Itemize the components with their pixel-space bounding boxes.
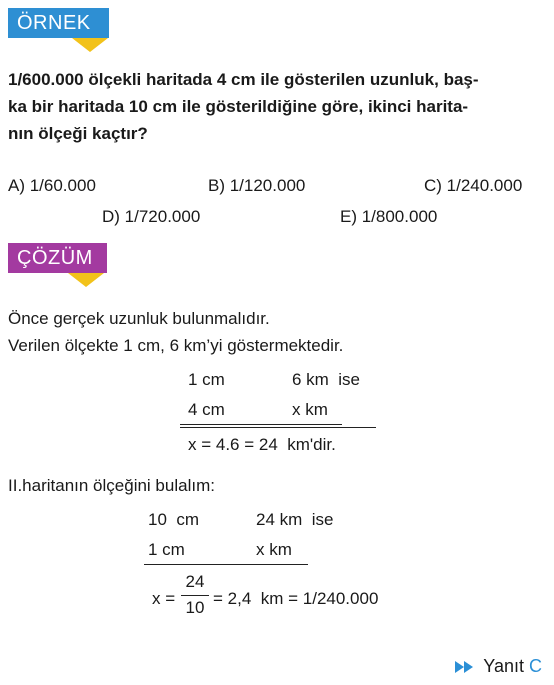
question-line-1: 1/600.000 ölçekli haritada 4 cm ile gösterilen uzunluk, baş- <box>8 70 479 89</box>
example-badge-accent <box>72 38 108 52</box>
t1-result: x = 4.6 = 24 km'dir. <box>188 435 336 454</box>
t1-row2-right: x km <box>292 400 328 419</box>
t1-row1-left: 1 cm <box>188 370 225 389</box>
option-b: B) 1/120.000 <box>208 176 306 195</box>
t2-fraction-numerator: 24 <box>185 572 205 591</box>
solution-intro-1: Önce gerçek uzunluk bulunmalıdır. <box>8 309 270 328</box>
t2-fraction <box>181 572 209 618</box>
t2-row2-right: x km <box>256 540 292 559</box>
example-badge-label: ÖRNEK <box>8 8 109 38</box>
t2-divider <box>144 564 308 565</box>
t2-fraction-bar <box>181 595 209 596</box>
answer-label: Yanıt <box>483 656 524 676</box>
t1-row2-left: 4 cm <box>188 400 225 419</box>
t1-row1-right: 6 km ise <box>292 370 361 389</box>
play-arrow-icon <box>455 661 464 673</box>
t1-divider-short <box>180 424 342 425</box>
option-a: A) 1/60.000 <box>8 176 96 195</box>
answer-line <box>455 656 542 677</box>
t2-fraction-denominator: 10 <box>185 598 205 618</box>
option-e: E) 1/800.000 <box>340 207 438 226</box>
option-d: D) 1/720.000 <box>102 207 201 226</box>
solution-intro-2: Verilen ölçekte 1 cm, 6 km’yi göstermektedir. <box>8 336 344 355</box>
t2-result-prefix: x = <box>152 589 176 608</box>
solution-step-2: II.haritanın ölçeğini bulalım: <box>8 476 215 495</box>
t1-divider-long <box>180 427 376 428</box>
t2-row2-left: 1 cm <box>148 540 185 559</box>
question-line-3: nın ölçeği kaçtır? <box>8 124 148 143</box>
solution-badge-accent <box>68 273 104 287</box>
play-arrow-icon <box>464 661 473 673</box>
question-text <box>8 66 548 147</box>
t2-result-suffix: = 2,4 km = 1/240.000 <box>213 589 379 608</box>
t2-row1-left: 10 cm <box>148 510 200 529</box>
solution-badge-label: ÇÖZÜM <box>8 243 107 273</box>
answer-value: C <box>529 656 542 676</box>
t2-row1-right: 24 km ise <box>256 510 334 529</box>
option-c: C) 1/240.000 <box>424 176 523 195</box>
question-line-2: ka bir haritada 10 cm ile gösterildiğine göre, ikinci harita- <box>8 97 469 116</box>
